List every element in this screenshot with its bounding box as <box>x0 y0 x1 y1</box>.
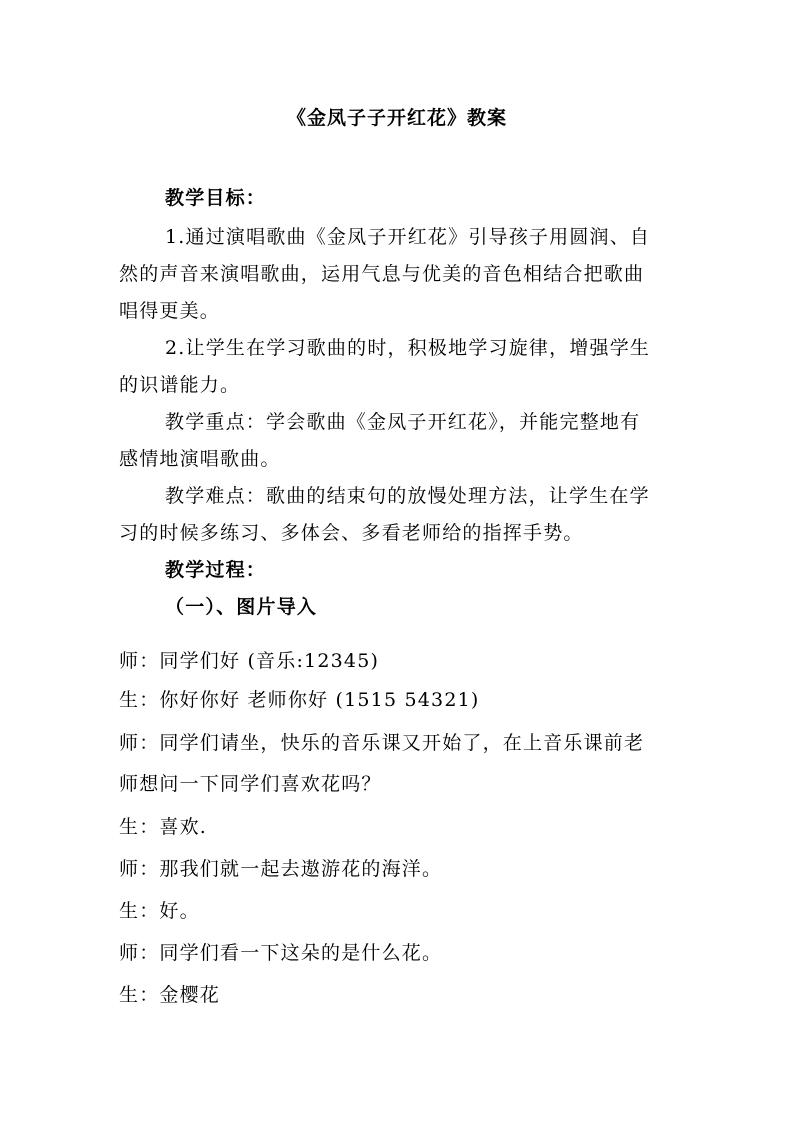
dialogue-line: 生：你好你好 老师你好 (1515 54321) <box>119 689 480 711</box>
dialogue-line: 师：同学们请坐，快乐的音乐课又开始了，在上音乐课前老 <box>119 732 645 754</box>
dialogue-line: 师：同学们看一下这朵的是什么花。 <box>119 942 443 964</box>
dialogue-line: 师：同学们好 (音乐:12345) <box>119 650 380 672</box>
key-point-line-1: 教学重点：学会歌曲《金凤子开红花》，并能完整地有 <box>165 411 641 433</box>
difficulty-line-1: 教学难点：歌曲的结束句的放慢处理方法，让学生在学 <box>165 485 650 507</box>
dialogue-line: 生：金樱花 <box>119 984 221 1006</box>
dialogue-line: 生：好。 <box>119 900 200 922</box>
dialogue-line: 师想问一下同学们喜欢花吗？ <box>119 773 382 795</box>
objective-1-line-1: 1.通过演唱歌曲《金凤子开红花》引导孩子用圆润、自 <box>165 226 651 248</box>
dialogue-line: 生：喜欢. <box>119 816 208 838</box>
objective-2-line-1: 2.让学生在学习歌曲的时，积极地学习旋律，增强学生 <box>165 337 651 359</box>
key-point-line-2: 感情地演唱歌曲。 <box>119 448 281 470</box>
difficulty-line-2: 习的时候多练习、多体会、多看老师给的指挥手势。 <box>119 522 584 544</box>
dialogue-line: 师：那我们就一起去遨游花的海洋。 <box>119 858 443 880</box>
objectives-heading: 教学目标： <box>165 187 267 209</box>
objective-1-line-2: 然的声音来演唱歌曲，运用气息与优美的音色相结合把歌曲 <box>119 263 645 285</box>
objective-2-line-2: 的识谱能力。 <box>119 374 241 396</box>
process-heading: 教学过程： <box>165 559 267 581</box>
document-title: 《金凤子子开红花》教案 <box>286 107 507 129</box>
section-1-heading: （一）、图片导入 <box>165 596 318 618</box>
objective-1-line-3: 唱得更美。 <box>119 300 221 322</box>
